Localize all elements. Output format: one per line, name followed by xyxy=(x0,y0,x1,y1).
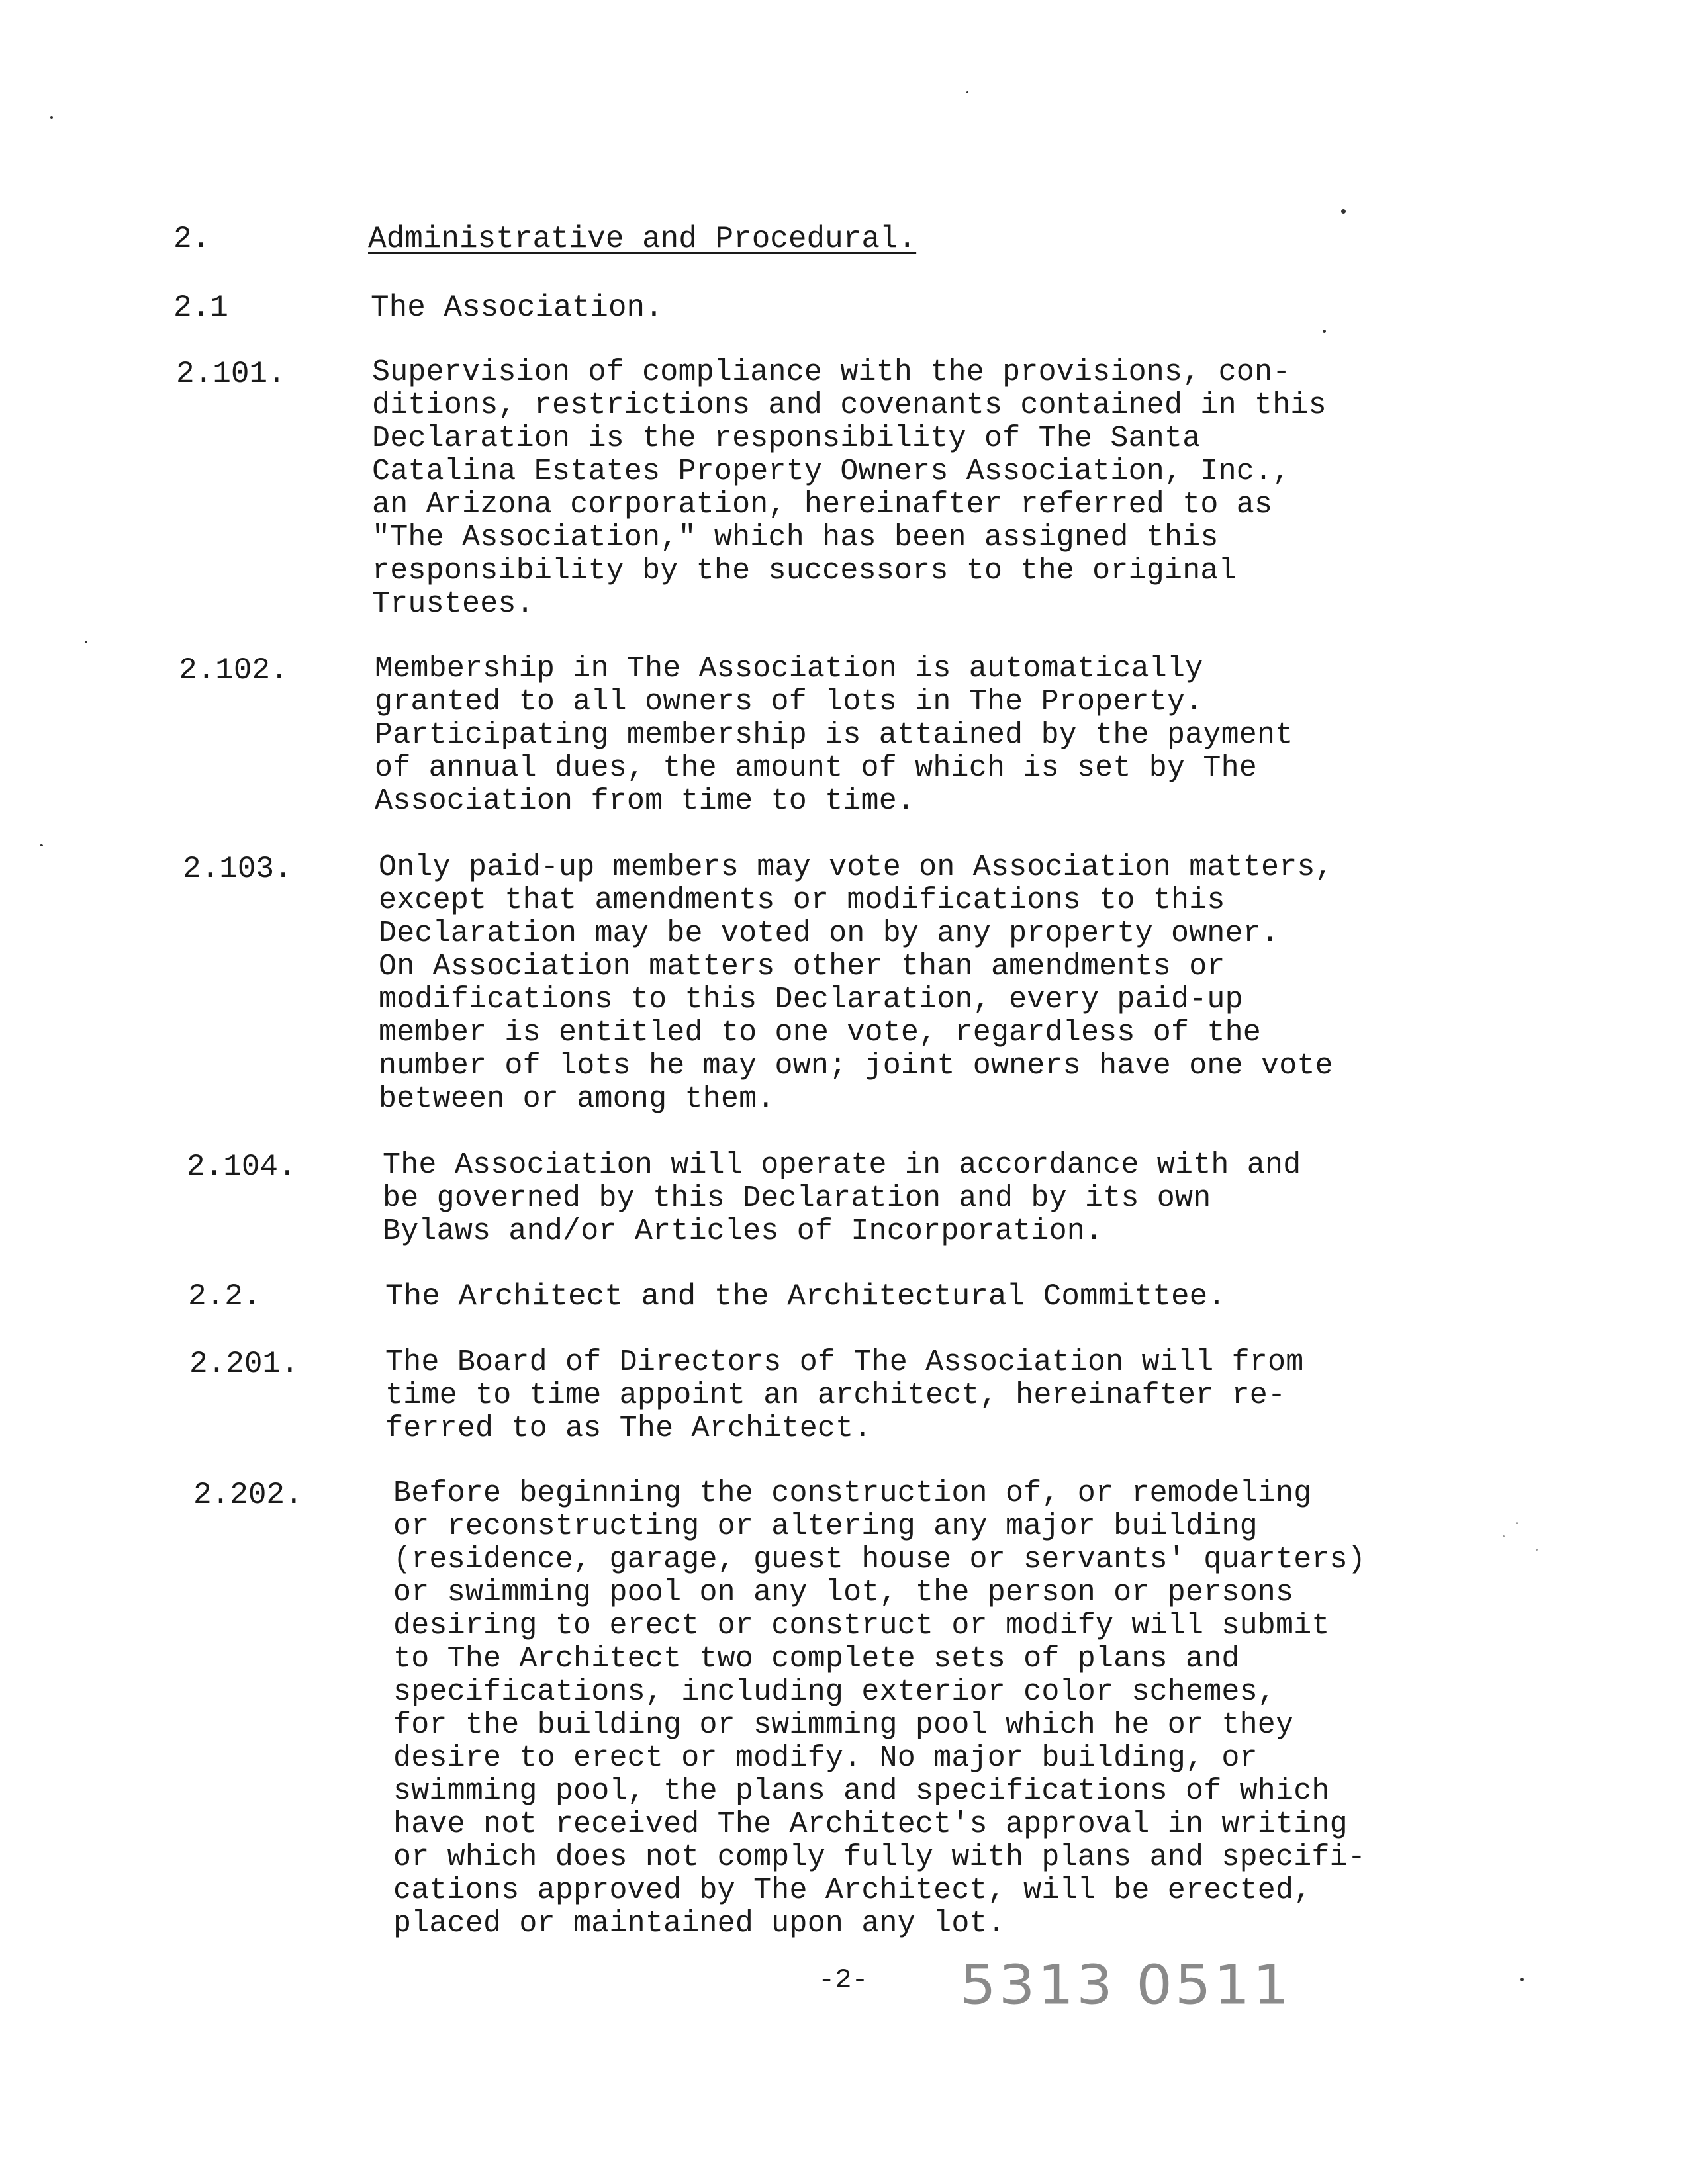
paragraph-number-2-101: 2.101. xyxy=(176,357,286,391)
paragraph-2-102: Membership in The Association is automatically granted to all owners of lots in The Property. Participating membership is attained by the payment of annual dues, the amount of which is set by The Association from time to time. xyxy=(375,652,1293,818)
paragraph-2-202: Before beginning the construction of, or remodeling or reconstructing or altering any major building (residence, garage, guest house or servants' quarters) or swimming pool on any lot, the person or persons desiring to erect or construct or modify will submit to The Architect two complete sets of plans and specifications, including exterior color schemes, for the building or swimming pool which he or they desire to erect or modify. No major building, or swimming pool, the plans and specifications of which have not received The Architect's approval in writing or which does not comply fully with plans and specifi- cations approved by The Architect, will be erected, placed or maintained upon any lot. xyxy=(393,1477,1366,1940)
scan-speck xyxy=(1516,1522,1518,1524)
paragraph-number-2-102: 2.102. xyxy=(179,653,289,688)
scan-speck xyxy=(1323,330,1326,333)
subsection-2-title: The Architect and the Architectural Committee. xyxy=(385,1279,1226,1314)
section-number: 2. xyxy=(173,222,211,256)
paragraph-number-2-104: 2.104. xyxy=(187,1150,297,1184)
document-stamp: 5313 0511 xyxy=(960,1954,1292,2017)
paragraph-number-2-103: 2.103. xyxy=(183,852,293,886)
scan-speck xyxy=(40,844,43,846)
scan-speck xyxy=(966,91,968,93)
scan-speck xyxy=(1520,1978,1524,1981)
scan-speck xyxy=(1536,1549,1538,1551)
scan-speck xyxy=(1341,209,1346,214)
scan-speck xyxy=(85,641,87,643)
subsection-2-number: 2.2. xyxy=(188,1279,261,1314)
subsection-1-title: The Association. xyxy=(371,291,663,325)
section-title: Administrative and Procedural. xyxy=(368,222,917,256)
paragraph-2-201: The Board of Directors of The Association will from time to time appoint an architect, hereinafter re- ferred to as The Architect. xyxy=(385,1345,1304,1445)
paragraph-2-103: Only paid-up members may vote on Association matters, except that amendments or modifications to this Declaration may be voted on by any property owner. On Association matters other than amendments or modifications to this Declaration, every paid-up member is entitled to one vote, regardless of the number of lots he may own; joint owners have one vote between or among them. xyxy=(379,850,1333,1116)
paragraph-number-2-202: 2.202. xyxy=(193,1478,303,1512)
paragraph-2-101: Supervision of compliance with the provisions, con- ditions, restrictions and covenants contained in this Declaration is the responsibility of The Santa Catalina Estates Property Owners Association, Inc., an Arizona corporation, hereinafter referred to as "The Association," which has been assigned this responsibility by the successors to the original Trustees. xyxy=(372,355,1327,621)
subsection-1-number: 2.1 xyxy=(173,291,228,325)
paragraph-2-104: The Association will operate in accordance with and be governed by this Declaration and by its own Bylaws and/or Articles of Incorporation. xyxy=(383,1148,1301,1248)
scan-speck xyxy=(1503,1535,1505,1537)
page-number: -2- xyxy=(818,1964,868,1996)
paragraph-number-2-201: 2.201. xyxy=(189,1347,299,1381)
scan-speck xyxy=(50,116,53,119)
